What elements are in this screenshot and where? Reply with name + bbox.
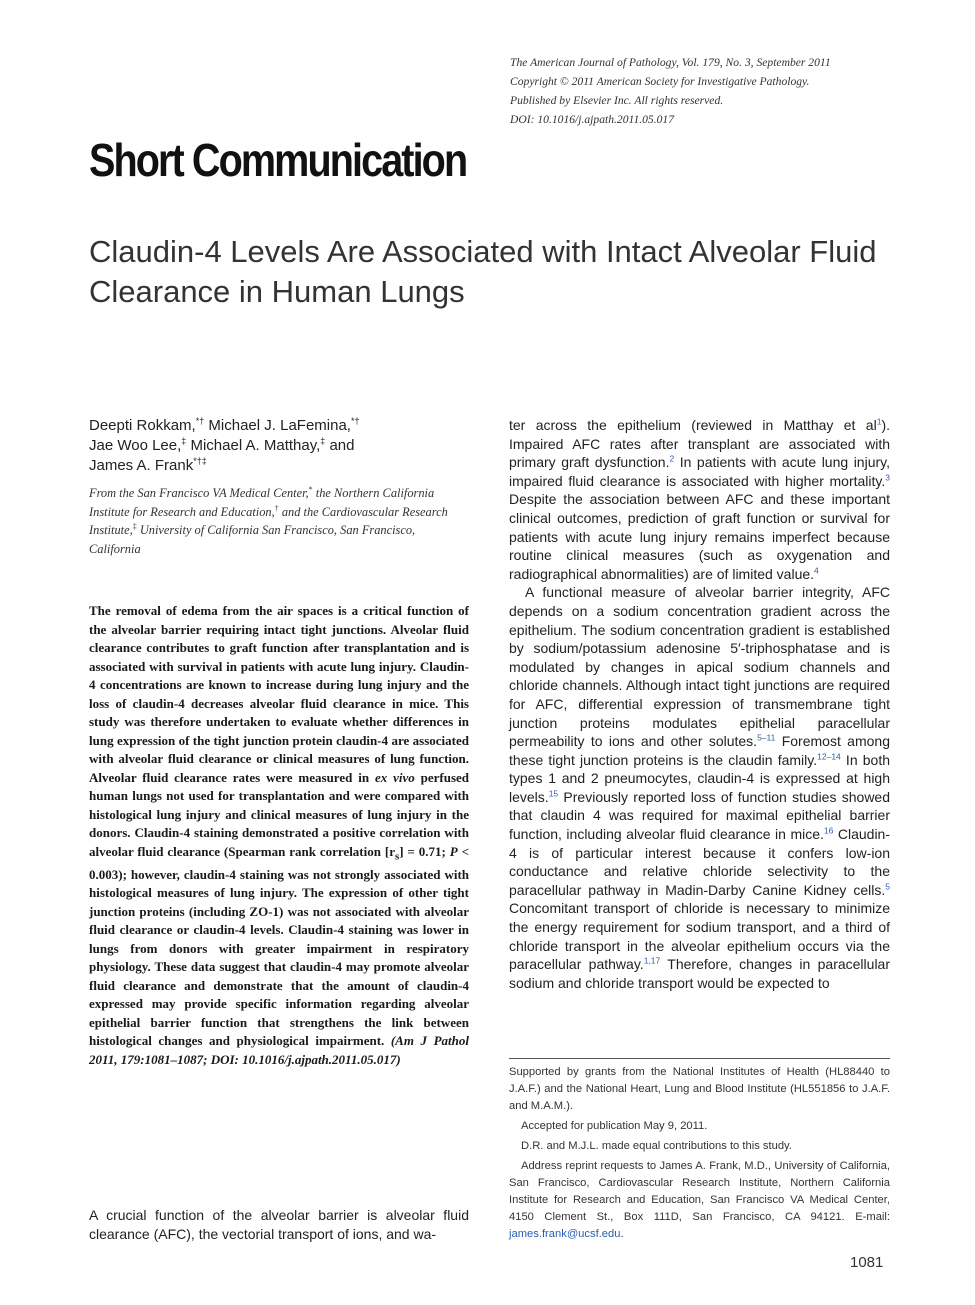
journal-header [510, 53, 930, 129]
author-name: Michael J. LaFemina, [208, 417, 351, 434]
affiliation-mark: ‡ [132, 521, 137, 531]
body-text: ). Impaired AFC rates after transplant are associated with primary graft dysfunction. [509, 417, 890, 471]
footnotes [509, 1064, 890, 1246]
abstract-italic: ex vivo [374, 769, 415, 785]
body-text: Previously reported loss of function studies showed that claudin 4 was required for maximal epithelial barrier function, including alveolar fluid clearance in mice. [509, 788, 890, 843]
body-text: Despite the association between AFC and these important clinical outcomes, prediction of graft function or survival for patients with acute lung injury remains imperfect because routine clinical measures (such as oxygenation and radiographical abnormalities) are of limited value. [509, 491, 890, 582]
reference-link[interactable]: 1 [876, 416, 882, 427]
affiliation-text: University of California San Francisco, San Francisco, California [89, 523, 416, 556]
correspondence-text: Address reprint requests to James A. Frank, M.D., University of California, San Francisco, Cardiovascular Research Institute, Northern California Institute for Research and Education, San Francisco VA Medical Center, 4150 Clement St., Box 111D, San Francisco, CA 94121. E-mail: [509, 1160, 890, 1223]
body-text: Therefore, changes in paracellular sodium and chloride transport would be expected to [509, 956, 891, 991]
author-affil-mark: *† [350, 416, 360, 426]
article-title: Claudin-4 Levels Are Associated with Intact Alveolar Fluid Clearance in Human Lungs [89, 234, 877, 309]
email-link[interactable]: james.frank@ucsf.edu [509, 1228, 621, 1240]
publisher-line: Published by Elsevier Inc. All rights reserved. [510, 94, 724, 107]
author-conjunction: and [329, 437, 355, 454]
body-text: In patients with acute lung injury, impaired fluid clearance is associated with higher mortality. [509, 454, 890, 489]
affiliation-mark: † [274, 503, 279, 513]
contribution-note: D.R. and M.J.L. made equal contributions to this study. [521, 1140, 792, 1152]
body-text: Claudin-4 is of particular interest because it confers low-ion conductance and relative chloride selectivity to the paracellular pathway in Madin-Darby Canine Kidney cells. [509, 826, 891, 898]
author-affil-mark: ‡ [181, 436, 187, 446]
right-column-body [509, 416, 890, 992]
copyright-line: Copyright © 2011 American Society for Investigative Pathology. [510, 75, 810, 88]
body-text: ter across the epithelium (reviewed in Matthay et al [509, 417, 877, 433]
reference-link[interactable]: 12–14 [817, 751, 841, 762]
section-label: Short Communication [89, 134, 467, 186]
author-name: James A. Frank [89, 457, 194, 474]
affiliation-mark: * [308, 484, 313, 494]
author-affil-mark: ‡ [320, 436, 326, 446]
author-affil-mark: *†‡ [193, 456, 207, 466]
correspondence-note [509, 1158, 890, 1243]
reference-link[interactable]: 2 [669, 453, 675, 464]
reference-link[interactable]: 5–11 [757, 732, 776, 743]
body-paragraph [509, 583, 890, 992]
body-text: In both types 1 and 2 pneumocytes, claudin-4 is expressed at high levels. [509, 751, 890, 805]
body-text: Foremost among these tight junction proteins is the claudin family. [509, 733, 890, 768]
reference-link[interactable]: 1,17 [643, 955, 661, 966]
author-name: Jae Woo Lee, [89, 437, 182, 454]
abstract-text: perfused human lungs not used for transplantation and were compared with histological lung injury and clinical measures of lung injury in the donors. Claudin-4 staining demonstrated a positive correlation with alveolar fluid clearance (Spearman rank correlation [r [89, 769, 470, 859]
page-number: 1081 [850, 1254, 884, 1271]
abstract-subscript: s [394, 850, 400, 863]
reference-link[interactable]: 16 [823, 825, 834, 836]
author-name: Michael A. Matthay, [190, 437, 321, 454]
abstract [89, 602, 469, 1069]
reference-link[interactable]: 4 [814, 565, 819, 576]
reference-link[interactable]: 3 [885, 472, 890, 483]
affiliations [89, 484, 469, 558]
abstract-text: ] = 0.71; [399, 843, 450, 859]
abstract-citation: (Am J Pathol 2011, 179:1081–1087; DOI: 10.1016/j.ajpath.2011.05.017) [89, 1033, 469, 1067]
abstract-italic: P [449, 843, 458, 859]
doi-line: DOI: 10.1016/j.ajpath.2011.05.017 [510, 113, 675, 126]
abstract-text: < 0.003); however, claudin-4 staining was not strongly associated with histological measures of lung injury. The expression of other tight junction proteins (including ZO-1) was not associated with alveolar fluid clearance or claudin-4 levels. Claudin-4 staining was lower in lungs from donors with greater impairment in respiratory physiology. These data suggest that claudin-4 may promote alveolar fluid clearance and demonstrate that the amount of claudin-4 expressed may provide specific information regarding alveolar epithelial barrier function that strengthens the link between histological changes and physiological impairment. [89, 843, 469, 1049]
abstract-text: The removal of edema from the air spaces is a critical function of the alveolar barrier requiring intact tight junctions. Alveolar fluid clearance contributes to graft function after transplantation and is associated with survival in patients with acute lung injury. Claudin-4 concentrations are known to increase during lung injury and the loss of claudin-4 decreases alveolar fluid clearance in mice. This study was therefore undertaken to evaluate whether differences in lung expression of the tight junction protein claudin-4 are associated with alveolar fluid clearance or clinical measures of lung function. Alveolar fluid clearance rates were measured in [89, 603, 469, 785]
affiliation-text: From the San Francisco VA Medical Center, [89, 486, 309, 500]
intro-paragraph-start: A crucial function of the alveolar barrier is alveolar fluid clearance (AFC), the vectorial transport of ions, and wa- [89, 1207, 469, 1242]
author-name: Deepti Rokkam, [89, 417, 196, 434]
body-text: Concomitant transport of chloride is necessary to minimize the energy requirement for sodium transport, and a third of chloride transport in the alveolar epithelium occurs via the paracellular pathway. [509, 900, 890, 973]
author-affil-mark: *† [195, 416, 205, 426]
accepted-note: Accepted for publication May 9, 2011. [521, 1120, 708, 1132]
journal-citation: The American Journal of Pathology, Vol. 179, No. 3, September 2011 [510, 56, 831, 69]
reference-link[interactable]: 5 [885, 881, 890, 892]
affiliation-text: and the Cardiovascular Research Institute, [89, 504, 448, 537]
funding-note: Supported by grants from the National Institutes of Health (HL88440 to J.A.F.) and the National Heart, Lung and Blood Institute (HL551856 to J.A.F. and M.A.M.). [509, 1066, 890, 1112]
body-paragraph [509, 416, 890, 583]
affiliation-text: the Northern California Institute for Research and Education, [89, 486, 435, 519]
author-list [89, 416, 469, 476]
body-text: A functional measure of alveolar barrier integrity, AFC depends on a sodium concentration gradient across the epithelium. The sodium concentration gradient is established by sodium/potassium adenosine 5′-triphosphatase and is modulated by changes in apical sodium channels and chloride channels. Although intact tight junctions are required for AFC, differential expression of transmembrane tight junction proteins modulates epithelial paracellular permeability to ions and other solutes. [509, 584, 890, 750]
correspondence-text: . [620, 1228, 624, 1240]
footnote-divider [509, 1058, 890, 1059]
reference-link[interactable]: 15 [548, 788, 559, 799]
